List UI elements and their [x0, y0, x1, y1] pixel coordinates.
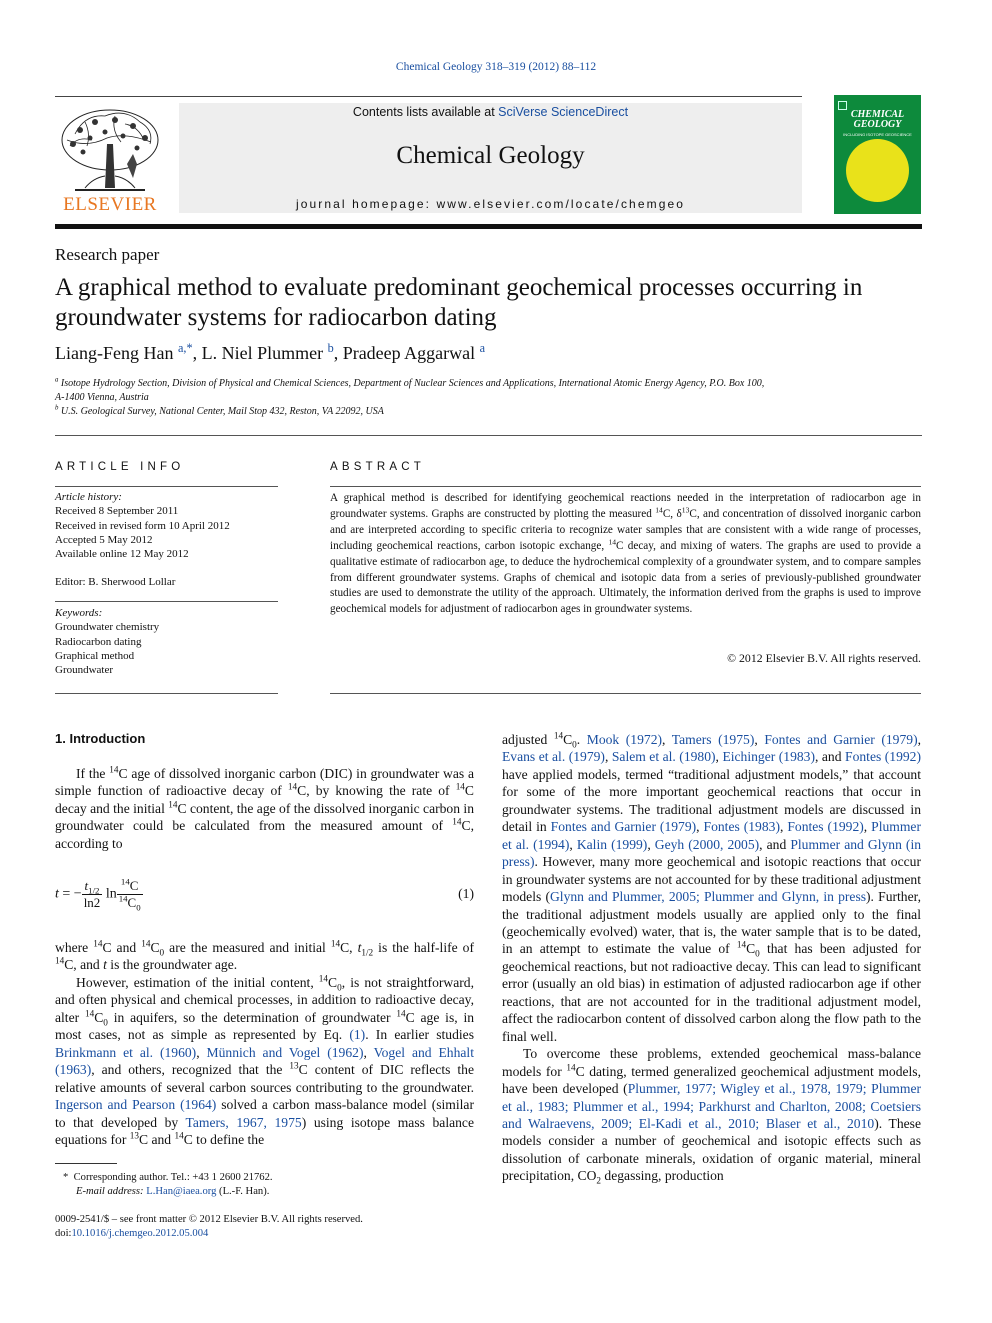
- article-title: A graphical method to evaluate predominant geochemical processes occurring in groundwater systems for radiocarbon dating: [55, 274, 863, 331]
- elsevier-wordmark: ELSEVIER: [63, 194, 157, 215]
- author-affiliation-mark[interactable]: a: [479, 341, 486, 355]
- article-info-rule: [55, 486, 278, 487]
- corresponding-author-note: * Corresponding author. Tel.: +43 1 2600 21762.: [63, 1172, 273, 1183]
- body-paragraph: If the $^{14}$C age of dissolved inorganic carbon (DIC) in groundwater was a simple function of radioactive decay of $^{14}$C, by knowing the rate of $^{14}$C decay and the initial $^{14}$C content, the age of the dissolved inorganic carbon in groundwater could be calculated from the measured amount of $^{14}$C, according to: [55, 764, 474, 851]
- author-email-link[interactable]: L.Han@iaea.org: [146, 1186, 217, 1198]
- affiliation-text: Isotope Hydrology Section, Division of Physical and Chemical Sciences, Department of Nuclear Sciences and Applications, International Atomic Energy Agency, P.O. Box 100,: [60, 378, 765, 389]
- keyword: Graphical method: [55, 649, 135, 662]
- abstract-rule: [330, 486, 921, 487]
- journal-citation[interactable]: Chemical Geology 318–319 (2012) 88–112: [395, 61, 597, 73]
- article-info-heading: ARTICLE INFO: [55, 461, 185, 473]
- journal-name: Chemical Geology: [396, 142, 585, 169]
- abstract-bottom-rule: [330, 693, 921, 694]
- keywords-label: Keywords:: [55, 607, 103, 619]
- history-online: Available online 12 May 2012: [55, 548, 189, 561]
- front-matter-rule: [55, 435, 922, 436]
- keywords-block: [55, 606, 278, 677]
- corresponding-text: Corresponding author. Tel.: +43 1 2600 21762.: [73, 1172, 273, 1183]
- equation-body: t = − $\frac{t_{1/2}}{\ln 2}$ ln $\frac{^{14}C}{^{14}C_0}$: [55, 876, 141, 913]
- keyword: Radiocarbon dating: [55, 635, 142, 648]
- affiliation-text-line2: A-1400 Vienna, Austria: [55, 392, 149, 403]
- contents-prefix: Contents lists available at: [352, 105, 499, 119]
- history-accepted: Accepted 5 May 2012: [55, 533, 153, 546]
- cover-title-line1: CHEMICAL: [850, 109, 905, 120]
- author-affiliation-mark[interactable]: b: [327, 341, 334, 355]
- affiliation-mark: b: [55, 404, 59, 412]
- keyword: Groundwater: [55, 664, 114, 677]
- history-received: Received 8 September 2011: [55, 505, 179, 518]
- affiliation-b: [55, 405, 384, 419]
- sciencedirect-link[interactable]: SciVerse ScienceDirect: [498, 105, 629, 119]
- affiliation-a: [55, 377, 885, 405]
- affiliation-mark: a: [55, 376, 59, 384]
- abstract-heading: ABSTRACT: [330, 461, 425, 473]
- contents-availability: [179, 105, 802, 119]
- author-name[interactable]: L. Niel Plummer: [201, 343, 324, 363]
- issn-line: 0009-2541/$ – see front matter © 2012 Elsevier B.V. All rights reserved.: [55, 1214, 363, 1225]
- history-revised: Received in revised form 10 April 2012: [55, 519, 230, 532]
- keywords-rule: [55, 601, 278, 602]
- author-affiliation-mark[interactable]: a,*: [177, 341, 193, 355]
- article-type: Research paper: [55, 245, 160, 264]
- cover-yellow-disc: [846, 139, 909, 202]
- cover-title: [834, 110, 921, 130]
- email-label: E-mail address:: [76, 1186, 147, 1198]
- journal-homepage[interactable]: journal homepage: www.elsevier.com/locate/chemgeo: [295, 197, 686, 211]
- email-note: [55, 1185, 474, 1199]
- body-paragraph: where $^{14}$C and $^{14}C_0$ are the measured and initial $^{14}$C, $t_{1/2}$ is the half-life of $^{14}$C, and t is the groundwater age. However, estimation of the initial content, $^{14}C_0$, is not straightforward, and often physical and chemical processes, in addition to radioactive decay, alter $^{14}C_0$ in aquifers, so the determination of groundwater $^{14}$C age is, in most cases, not as simple as represented by Eq. (1). In earlier studies Brinkmann et al. (1960), Münnich and Vogel (1962), Vogel and Ehhalt (1963), and others, recognized that the $^{13}$C content of DIC reflects the relative amounts of several carbon sources contributing to the groundwater. Ingerson and Pearson (1964) solved a carbon mass-balance model (similar to that developed by Tamers, 1967, 1975) using isotope mass balance equations for $^{13}$C and $^{14}$C to define the: [55, 938, 475, 1147]
- footnote-rule: [55, 1163, 117, 1164]
- author-list: Liang-Feng Han $^{a,*}$, L. Niel Plummer $^b$, Pradeep Aggarwal $^a$: [55, 341, 486, 363]
- editor-line: Editor: B. Sherwood Lollar: [55, 576, 176, 589]
- keyword: Groundwater chemistry: [55, 621, 160, 634]
- article-history: [55, 490, 278, 590]
- header-top-rule: [55, 96, 802, 97]
- journal-cover-thumbnail[interactable]: [834, 95, 921, 214]
- cover-subtitle: INCLUDING ISOTOPE GEOSCIENCE: [843, 132, 912, 137]
- author-name[interactable]: Pradeep Aggarwal: [342, 343, 476, 363]
- section-heading: 1. Introduction: [55, 731, 146, 746]
- abstract-text: A graphical method is described for identifying geochemical reactions needed in the interpretation of radiocarbon age in groundwater systems. Graphs are constructed by plotting the measured $^{14}$C, $\delta^{13}C$, and concentration of dissolved inorganic carbon and are interpreted according to specific criteria to recognize water samples that are consistent with a wide range of processes, including geochemical reactions, carbon isotopic exchange, $^{14}$C decay, and mixing of waters. The graphs are used to provide a qualitative estimate of radiocarbon age, to deduce the hydrochemical complexity of a groundwater system, and to compare samples from different groundwater systems. Graphs of chemical and isotopic data from a series of previously-published groundwater studies are used to demonstrate the utility of the approach. Ultimately, the information derived from the graphs is used to improve geochemical models for adjustment of radiocarbon ages in groundwater systems.: [330, 492, 921, 616]
- history-label: Article history:: [55, 491, 122, 503]
- footnotes: [55, 1171, 474, 1200]
- front-matter-notice: [55, 1213, 474, 1242]
- author-name[interactable]: Liang-Feng Han: [55, 343, 174, 363]
- equation-number: (1): [458, 886, 474, 901]
- header-thick-rule: [55, 224, 922, 229]
- equation-1: [55, 874, 474, 918]
- body-paragraph: adjusted $^{14}C_0$. Mook (1972), Tamers (1975), Fontes and Garnier (1979), Evans et al. (1979), Salem et al. (1980), Eichinger (1983), and Fontes (1992) have applied models, termed “traditional adjustment models,” that account for some of the more important geochemical reactions that occur in groundwater systems. The traditional adjustment models are discussed in detail in Fontes and Garnier (1979), Fontes (1983), Fontes (1992), Plummer et al. (1994), Kalin (1999), Geyh (2000, 2005), and Plummer and Glynn (in press). However, many more geochemical and isotopic reactions that occur in groundwater systems are not accounted for by these traditional adjustment models (Glynn and Plummer, 2005; Plummer and Glynn, in press). Further, the traditional adjustment models usually are applied only to the final (geochemically evolved) water, that is, the water sample that is to be dated, in an attempt to estimate the value of $^{14}C_0$ that has been adjusted for geochemical reactions, but not radioactive decay. This can lead to significant error (usually an old bias) in estimation of adjusted radiocarbon age if other reactions, that are not accounted for in the traditional adjustment model, affect the radiocarbon content of dissolved carbon along the flow path to the final well. To overcome these problems, extended geochemical mass-balance models for $^{14}$C dating, termed generalized geochemical adjustment models, have been developed (Plummer, 1977; Wigley et al., 1978, 1979; Plummer et al., 1983; Plummer et al., 1994; Parkhurst and Charlton, 2008; Coetsiers and Walraevens, 2009; El-Kadi et al., 2010; Blaser et al., 2010). These models consider a number of geochemical and isotopic effects such as dissolution of carbonate minerals, oxidation of organic material, mineral precipitation, $CO_2$ degassing, production: [502, 730, 922, 1187]
- elsevier-logo[interactable]: [55, 104, 165, 216]
- doi-label: doi:: [55, 1228, 72, 1240]
- cover-title-line2: GEOLOGY: [853, 119, 902, 130]
- doi-line: [55, 1227, 474, 1241]
- affiliation-text: U.S. Geological Survey, National Center, Mail Stop 432, Reston, VA 22092, USA: [60, 406, 384, 417]
- abstract-copyright: © 2012 Elsevier B.V. All rights reserved.: [727, 651, 921, 665]
- email-suffix: (L.-F. Han).: [216, 1186, 270, 1198]
- doi-link[interactable]: 10.1016/j.chemgeo.2012.05.004: [71, 1228, 209, 1240]
- cover-logo-icon: [838, 101, 847, 110]
- article-info-bottom-rule: [55, 693, 278, 694]
